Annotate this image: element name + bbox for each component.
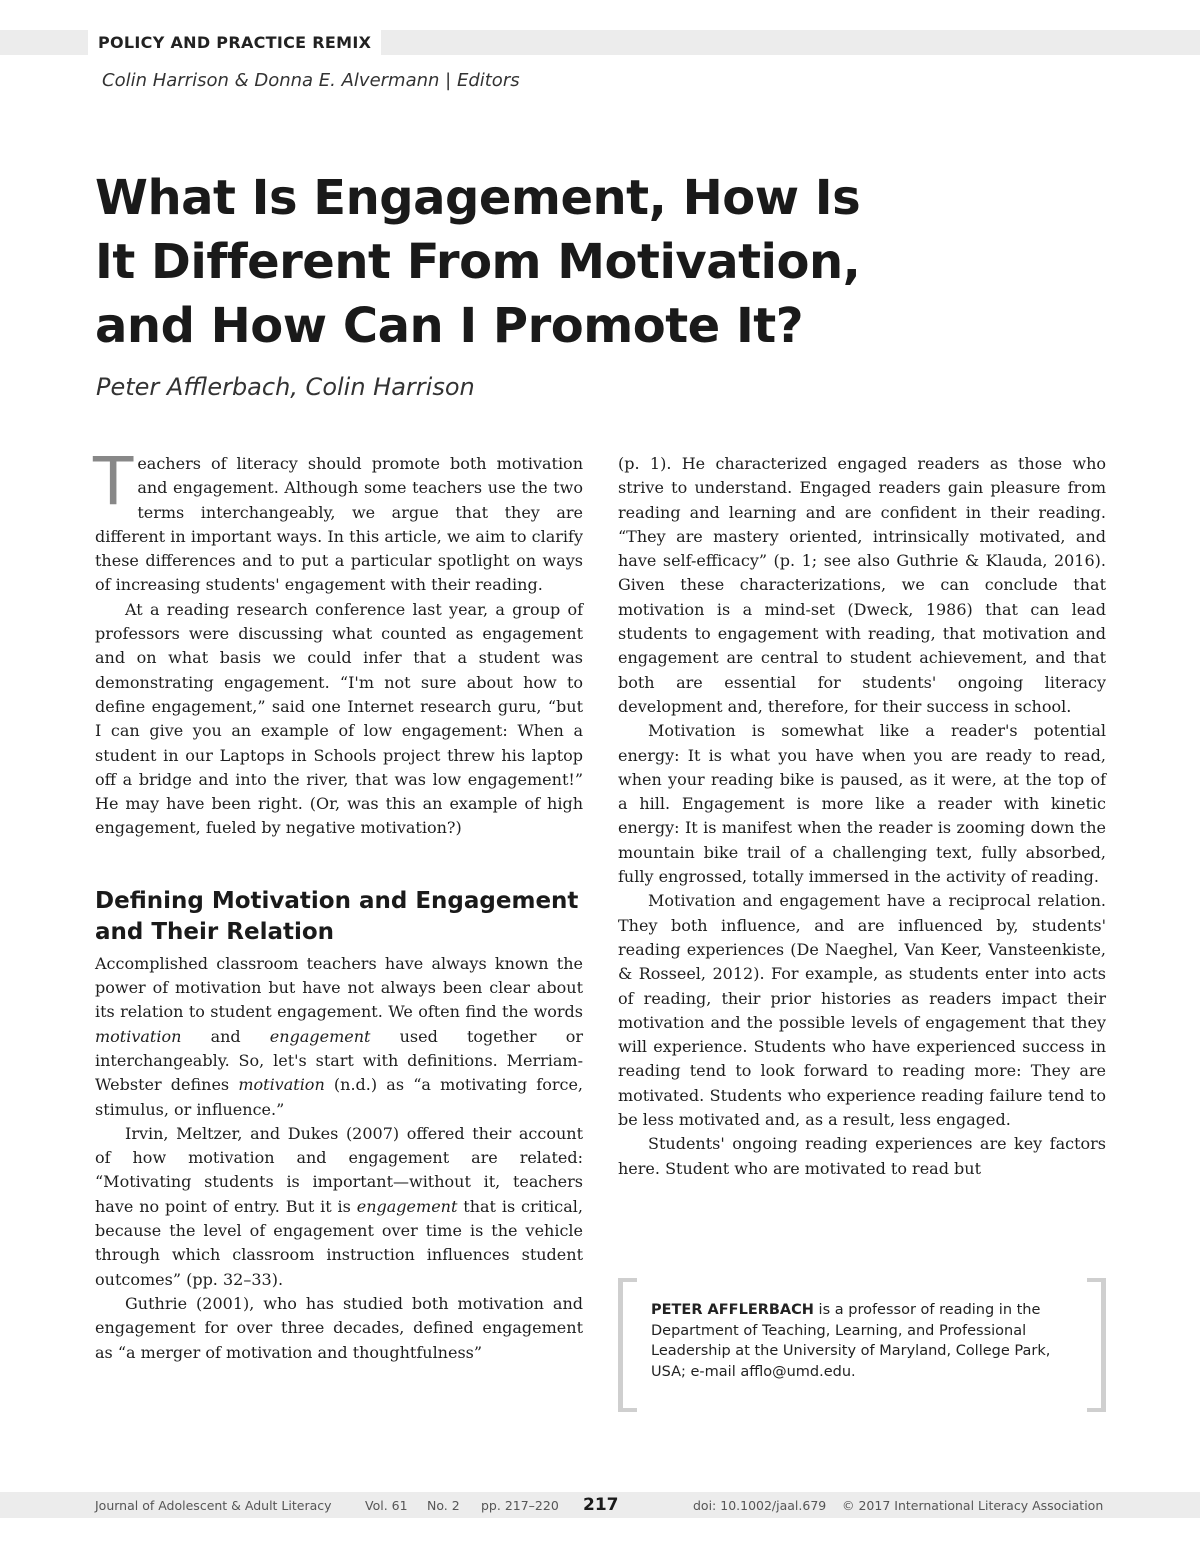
footer-copyright: © 2017 International Literacy Association	[842, 1497, 1104, 1513]
footer-journal: Journal of Adolescent & Adult Literacy	[95, 1497, 332, 1513]
paragraph: Students' ongoing reading experiences are key factors here. Student who are motivated to read but	[618, 1134, 1106, 1178]
paragraph: Irvin, Meltzer, and Dukes (2007) offered their account of how motivation and engagement are related: “Motivating students is important—without it, teachers have no point of entry. But it is engagement that is critical, because the level of engagement over time is the vehicle through which classroom instruction influences student outcomes” (pp. 32–33).	[95, 1123, 584, 1289]
footer-issue: No. 2	[427, 1497, 460, 1513]
paragraph: (p. 1). He characterized engaged readers as those who strive to understand. Engaged readers gain pleasure from reading and learning and are confident in their reading. “They are mastery oriented, intrinsically motivated, and have self-efficacy” (p. 1; see also Guthrie & Klauda, 2016). Given these characterizations, we can conclude that motivation is a mind-set (Dweck, 1986) that can lead students to engagement with reading, that motivation and engagement are central to student achievement, and that both are essential for students' ongoing literacy development and, therefore, for their success in school.	[618, 454, 1106, 716]
section-heading: Defining Motivation and Engagement and Their Relation	[95, 887, 579, 945]
paragraph: At a reading research conference last year, a group of professors were discussing what counted as engagement and on what basis we could infer that a student was demonstrating engagement. “I'm not sure about how to define engagement,” said one Internet research guru, “but I can give you an example of low engagement: When a student in our Laptops in Schools project threw his laptop off a bridge and into the river, that was low engagement!” He may have been right. (Or, was this an example of high engagement, fueled by negative motivation?)	[95, 599, 583, 838]
paragraph-intro	[93, 443, 583, 598]
right-column	[618, 452, 1106, 1181]
paragraph: Accomplished classroom teachers have always known the power of motivation but have not always been clear about its relation to student engagement. We often find the words motivation and engagement used together or interchangeably. So, let's start with definitions. Merriam-Webster defines motivation (n.d.) as “a motivating force, stimulus, or influence.”	[95, 953, 584, 1119]
title-line-3: and How Can I Promote It?	[95, 298, 804, 354]
bracket-left	[618, 1278, 637, 1412]
paragraph: Motivation is somewhat like a reader's potential energy: It is what you have when you are ready to read, when your reading bike is paused, as it were, at the top of a hill. Engagement is more like a reader with kinetic energy: It is manifest when the reader is zooming down the mountain bike trail of a challenging text, fully absorbed, fully engrossed, totally immersed in the activity of reading.	[618, 721, 1106, 887]
article-authors: Peter Afflerbach, Colin Harrison	[96, 373, 475, 401]
footer-page-number: 217	[583, 1495, 619, 1515]
author-bio	[651, 1300, 1071, 1382]
author-bio-box	[618, 1278, 1106, 1406]
article-title	[95, 166, 995, 358]
left-column	[93, 443, 584, 1365]
intro-text: eachers of literacy should promote both motivation and engagement. Although some teachers use the two terms interchangeably, we argue that they are different in important ways. In this article, we aim to clarify these differences and to put a particular spotlight on ways of increasing students' engagement with their reading.	[95, 454, 583, 595]
title-line-2: It Different From Motivation,	[95, 234, 861, 290]
bio-text: is a professor of reading in the Department of Teaching, Learning, and Professional Leadership at the University of Maryland, College Park, USA; e-mail afflo@umd.edu.	[651, 1302, 1051, 1380]
dropcap: T	[93, 443, 134, 520]
footer-doi: doi: 10.1002/jaal.679	[693, 1497, 827, 1513]
paragraph: Motivation and engagement have a reciprocal relation. They both influence, and are influenced by, students' reading experiences (De Naeghel, Van Keer, Vansteenkiste, & Rosseel, 2012). For example, as students enter into acts of reading, their prior histories as readers impact their motivation and the possible levels of engagement that they will experience. Students who have experienced success in reading tend to look forward to reading more: They are motivated. Students who experience reading failure tend to be less motivated and, as a result, less engaged.	[618, 891, 1106, 1130]
bracket-right	[1087, 1278, 1106, 1412]
footer-volume: Vol. 61	[365, 1497, 408, 1513]
footer-pages: pp. 217–220	[481, 1497, 559, 1513]
editors-line: Colin Harrison & Donna E. Alvermann | Editors	[102, 70, 520, 91]
paragraph: Guthrie (2001), who has studied both motivation and engagement for over three decades, defined engagement as “a merger of motivation and thoughtfulness”	[95, 1293, 583, 1362]
title-line-1: What Is Engagement, How Is	[95, 170, 861, 226]
bio-name: PETER AFFLERBACH	[651, 1302, 814, 1318]
section-tag: POLICY AND PRACTICE REMIX	[88, 29, 381, 56]
